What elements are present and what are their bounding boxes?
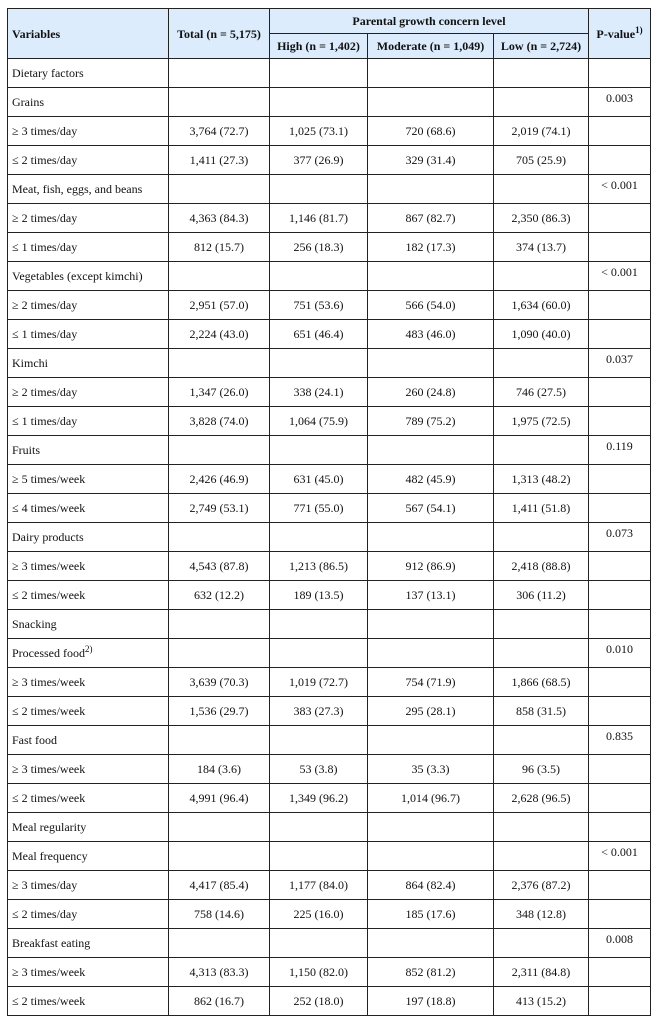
- cell-high: [270, 639, 368, 668]
- cell-high: 631 (45.0): [270, 465, 368, 494]
- row-label: [8, 494, 169, 523]
- cell-total: [169, 610, 270, 639]
- cell-moderate: [368, 59, 494, 88]
- row-label-text: Meal frequency: [12, 849, 88, 863]
- table-row: [8, 523, 651, 552]
- cell-moderate: [368, 349, 494, 378]
- cell-pvalue: < 0.001: [589, 842, 651, 871]
- row-label-text: ≤ 2 times/week: [12, 588, 86, 602]
- cell-low: [494, 88, 589, 117]
- cell-pvalue: [589, 204, 651, 233]
- table-row: [8, 262, 651, 291]
- cell-low: 2,311 (84.8): [494, 958, 589, 987]
- table-row: [8, 407, 651, 436]
- row-label-text: ≥ 2 times/day: [12, 385, 78, 399]
- cell-pvalue: [589, 291, 651, 320]
- row-label-footnote: 2): [84, 644, 93, 654]
- cell-pvalue: 0.003: [589, 88, 651, 117]
- cell-total: [169, 523, 270, 552]
- cell-moderate: 482 (45.9): [368, 465, 494, 494]
- cell-total: 632 (12.2): [169, 581, 270, 610]
- cell-moderate: [368, 88, 494, 117]
- cell-low: 348 (12.8): [494, 900, 589, 929]
- table-row: [8, 610, 651, 639]
- cell-moderate: [368, 813, 494, 842]
- cell-total: 2,224 (43.0): [169, 320, 270, 349]
- cell-low: 374 (13.7): [494, 233, 589, 262]
- row-label: [8, 146, 169, 175]
- cell-total: 862 (16.7): [169, 987, 270, 1016]
- table-row: [8, 117, 651, 146]
- row-label: [8, 929, 169, 958]
- cell-moderate: 185 (17.6): [368, 900, 494, 929]
- cell-moderate: 260 (24.8): [368, 378, 494, 407]
- row-label-text: ≥ 3 times/day: [12, 124, 78, 138]
- row-label: [8, 755, 169, 784]
- cell-high: [270, 929, 368, 958]
- table-row: [8, 552, 651, 581]
- table-row: [8, 146, 651, 175]
- cell-pvalue: 0.073: [589, 523, 651, 552]
- cell-high: [270, 436, 368, 465]
- cell-high: 1,177 (84.0): [270, 871, 368, 900]
- cell-total: 758 (14.6): [169, 900, 270, 929]
- cell-total: 4,543 (87.8): [169, 552, 270, 581]
- table-row: [8, 465, 651, 494]
- row-label: [8, 436, 169, 465]
- cell-moderate: [368, 929, 494, 958]
- table-row: [8, 668, 651, 697]
- cell-low: 1,313 (48.2): [494, 465, 589, 494]
- cell-pvalue: [589, 117, 651, 146]
- row-label-text: ≥ 5 times/week: [12, 472, 86, 486]
- table-row: [8, 784, 651, 813]
- cell-low: 306 (11.2): [494, 581, 589, 610]
- cell-low: [494, 175, 589, 204]
- cell-high: 1,019 (72.7): [270, 668, 368, 697]
- header-pvalue-footnote: 1): [635, 24, 643, 35]
- header-high: High (n = 1,402): [270, 34, 368, 59]
- table-container: [7, 8, 651, 1016]
- cell-total: [169, 349, 270, 378]
- cell-high: 53 (3.8): [270, 755, 368, 784]
- row-label: [8, 639, 169, 668]
- cell-pvalue: [589, 320, 651, 349]
- table-row: [8, 842, 651, 871]
- cell-pvalue: [589, 378, 651, 407]
- cell-moderate: [368, 523, 494, 552]
- cell-high: 1,146 (81.7): [270, 204, 368, 233]
- cell-total: 812 (15.7): [169, 233, 270, 262]
- cell-low: 2,628 (96.5): [494, 784, 589, 813]
- header-group: Parental growth concern level: [270, 9, 589, 34]
- cell-pvalue: [589, 146, 651, 175]
- table-row: [8, 900, 651, 929]
- row-label: [8, 842, 169, 871]
- cell-total: 1,347 (26.0): [169, 378, 270, 407]
- cell-moderate: [368, 639, 494, 668]
- cell-total: 4,363 (84.3): [169, 204, 270, 233]
- cell-moderate: 867 (82.7): [368, 204, 494, 233]
- cell-moderate: [368, 726, 494, 755]
- table-body: [8, 59, 651, 1016]
- row-label-text: Meat, fish, eggs, and beans: [12, 182, 143, 196]
- cell-high: 377 (26.9): [270, 146, 368, 175]
- cell-low: [494, 929, 589, 958]
- table-row: [8, 59, 651, 88]
- cell-moderate: 35 (3.3): [368, 755, 494, 784]
- cell-pvalue: [589, 552, 651, 581]
- row-label-text: ≥ 3 times/day: [12, 878, 78, 892]
- cell-pvalue: 0.119: [589, 436, 651, 465]
- cell-pvalue: [589, 407, 651, 436]
- cell-pvalue: [589, 465, 651, 494]
- row-label-text: Meal regularity: [12, 820, 87, 834]
- cell-pvalue: 0.835: [589, 726, 651, 755]
- row-label: [8, 175, 169, 204]
- cell-high: [270, 349, 368, 378]
- cell-moderate: 912 (86.9): [368, 552, 494, 581]
- row-label: [8, 726, 169, 755]
- cell-high: [270, 842, 368, 871]
- table-header: [8, 9, 651, 59]
- cell-moderate: 137 (13.1): [368, 581, 494, 610]
- row-label: [8, 668, 169, 697]
- cell-total: [169, 436, 270, 465]
- row-label-text: Dairy products: [12, 530, 84, 544]
- cell-low: [494, 813, 589, 842]
- cell-total: [169, 726, 270, 755]
- row-label-text: ≤ 2 times/week: [12, 791, 86, 805]
- cell-pvalue: 0.037: [589, 349, 651, 378]
- cell-moderate: 197 (18.8): [368, 987, 494, 1016]
- table-row: [8, 175, 651, 204]
- cell-moderate: 567 (54.1): [368, 494, 494, 523]
- cell-pvalue: [589, 871, 651, 900]
- row-label-text: ≥ 3 times/week: [12, 965, 86, 979]
- cell-high: 651 (46.4): [270, 320, 368, 349]
- row-label-text: ≥ 3 times/week: [12, 559, 86, 573]
- cell-low: 746 (27.5): [494, 378, 589, 407]
- cell-pvalue: [589, 813, 651, 842]
- cell-high: [270, 88, 368, 117]
- table-row: [8, 871, 651, 900]
- data-table: [7, 8, 651, 1016]
- table-row: [8, 494, 651, 523]
- cell-moderate: 295 (28.1): [368, 697, 494, 726]
- row-label: [8, 581, 169, 610]
- cell-high: 1,150 (82.0): [270, 958, 368, 987]
- row-label: [8, 987, 169, 1016]
- cell-pvalue: [589, 697, 651, 726]
- row-label-text: Kimchi: [12, 356, 48, 370]
- cell-high: 1,064 (75.9): [270, 407, 368, 436]
- row-label: [8, 320, 169, 349]
- cell-high: [270, 726, 368, 755]
- cell-low: [494, 523, 589, 552]
- cell-low: 96 (3.5): [494, 755, 589, 784]
- cell-low: 1,411 (51.8): [494, 494, 589, 523]
- cell-low: [494, 262, 589, 291]
- cell-pvalue: [589, 755, 651, 784]
- cell-total: [169, 929, 270, 958]
- cell-high: 252 (18.0): [270, 987, 368, 1016]
- row-label-text: ≤ 1 times/day: [12, 240, 78, 254]
- cell-moderate: [368, 262, 494, 291]
- cell-high: [270, 59, 368, 88]
- cell-high: [270, 813, 368, 842]
- cell-total: [169, 88, 270, 117]
- cell-total: 2,951 (57.0): [169, 291, 270, 320]
- cell-low: [494, 59, 589, 88]
- cell-moderate: 720 (68.6): [368, 117, 494, 146]
- table-row: [8, 581, 651, 610]
- row-label-text: ≥ 3 times/week: [12, 762, 86, 776]
- row-label-text: ≤ 1 times/day: [12, 414, 78, 428]
- header-low: Low (n = 2,724): [494, 34, 589, 59]
- row-label-text: ≤ 2 times/day: [12, 153, 78, 167]
- row-label: [8, 378, 169, 407]
- cell-total: [169, 59, 270, 88]
- table-row: [8, 436, 651, 465]
- table-row: [8, 233, 651, 262]
- cell-low: [494, 610, 589, 639]
- cell-pvalue: [589, 233, 651, 262]
- cell-pvalue: [589, 494, 651, 523]
- cell-total: 3,828 (74.0): [169, 407, 270, 436]
- table-row: [8, 958, 651, 987]
- row-label-text: ≥ 2 times/day: [12, 211, 78, 225]
- row-label: [8, 610, 169, 639]
- row-label: [8, 233, 169, 262]
- table-row: [8, 813, 651, 842]
- cell-moderate: 754 (71.9): [368, 668, 494, 697]
- cell-pvalue: [589, 900, 651, 929]
- cell-total: 2,426 (46.9): [169, 465, 270, 494]
- cell-high: 771 (55.0): [270, 494, 368, 523]
- table-row: [8, 697, 651, 726]
- row-label-text: Grains: [12, 95, 44, 109]
- header-total: Total (n = 5,175): [169, 9, 270, 59]
- row-label-text: ≤ 4 times/week: [12, 501, 86, 515]
- cell-total: 1,411 (27.3): [169, 146, 270, 175]
- cell-high: [270, 610, 368, 639]
- cell-total: [169, 175, 270, 204]
- cell-pvalue: [589, 668, 651, 697]
- row-label: [8, 88, 169, 117]
- row-label: [8, 813, 169, 842]
- row-label-text: Snacking: [12, 617, 57, 631]
- cell-high: 1,213 (86.5): [270, 552, 368, 581]
- table-row: [8, 929, 651, 958]
- cell-low: 2,376 (87.2): [494, 871, 589, 900]
- cell-moderate: [368, 175, 494, 204]
- row-label: [8, 871, 169, 900]
- header-moderate: Moderate (n = 1,049): [368, 34, 494, 59]
- row-label-text: Dietary factors: [12, 66, 84, 80]
- table-row: [8, 320, 651, 349]
- cell-low: [494, 842, 589, 871]
- cell-low: 705 (25.9): [494, 146, 589, 175]
- cell-pvalue: < 0.001: [589, 175, 651, 204]
- cell-pvalue: [589, 59, 651, 88]
- cell-total: 2,749 (53.1): [169, 494, 270, 523]
- cell-pvalue: < 0.001: [589, 262, 651, 291]
- row-label: [8, 59, 169, 88]
- row-label-text: ≤ 1 times/day: [12, 327, 78, 341]
- cell-total: 3,639 (70.3): [169, 668, 270, 697]
- cell-moderate: 483 (46.0): [368, 320, 494, 349]
- cell-total: [169, 639, 270, 668]
- cell-total: [169, 262, 270, 291]
- cell-low: 858 (31.5): [494, 697, 589, 726]
- row-label: [8, 900, 169, 929]
- row-label: [8, 291, 169, 320]
- cell-low: [494, 436, 589, 465]
- cell-high: 751 (53.6): [270, 291, 368, 320]
- cell-total: [169, 842, 270, 871]
- row-label: [8, 117, 169, 146]
- header-pvalue: [589, 9, 651, 59]
- cell-pvalue: [589, 958, 651, 987]
- cell-total: 4,991 (96.4): [169, 784, 270, 813]
- row-label: [8, 465, 169, 494]
- row-label-text: ≥ 3 times/week: [12, 675, 86, 689]
- cell-pvalue: [589, 581, 651, 610]
- row-label-text: ≤ 2 times/week: [12, 994, 86, 1008]
- row-label: [8, 958, 169, 987]
- cell-low: [494, 639, 589, 668]
- row-label: [8, 697, 169, 726]
- cell-moderate: 1,014 (96.7): [368, 784, 494, 813]
- cell-low: 413 (15.2): [494, 987, 589, 1016]
- cell-moderate: [368, 610, 494, 639]
- cell-low: 1,975 (72.5): [494, 407, 589, 436]
- row-label: [8, 262, 169, 291]
- cell-total: [169, 813, 270, 842]
- cell-pvalue: [589, 784, 651, 813]
- cell-low: 2,019 (74.1): [494, 117, 589, 146]
- cell-high: 256 (18.3): [270, 233, 368, 262]
- cell-total: 1,536 (29.7): [169, 697, 270, 726]
- cell-high: 383 (27.3): [270, 697, 368, 726]
- cell-moderate: 864 (82.4): [368, 871, 494, 900]
- cell-moderate: 182 (17.3): [368, 233, 494, 262]
- table-row: [8, 349, 651, 378]
- row-label-text: ≤ 2 times/day: [12, 907, 78, 921]
- row-label: [8, 349, 169, 378]
- row-label: [8, 784, 169, 813]
- cell-moderate: [368, 436, 494, 465]
- row-label: [8, 552, 169, 581]
- row-label-text: Fruits: [12, 443, 41, 457]
- cell-moderate: 566 (54.0): [368, 291, 494, 320]
- cell-high: 1,025 (73.1): [270, 117, 368, 146]
- cell-pvalue: 0.010: [589, 639, 651, 668]
- cell-low: 1,090 (40.0): [494, 320, 589, 349]
- cell-high: [270, 523, 368, 552]
- cell-high: [270, 175, 368, 204]
- cell-moderate: 852 (81.2): [368, 958, 494, 987]
- cell-moderate: 329 (31.4): [368, 146, 494, 175]
- cell-moderate: [368, 842, 494, 871]
- row-label-text: ≤ 2 times/week: [12, 704, 86, 718]
- row-label: [8, 204, 169, 233]
- row-label-text: Processed food: [12, 646, 85, 660]
- row-label-text: Breakfast eating: [12, 936, 91, 950]
- cell-high: 1,349 (96.2): [270, 784, 368, 813]
- table-row: [8, 204, 651, 233]
- cell-total: 4,313 (83.3): [169, 958, 270, 987]
- header-pvalue-label: P-value: [596, 26, 636, 41]
- cell-high: 225 (16.0): [270, 900, 368, 929]
- cell-total: 3,764 (72.7): [169, 117, 270, 146]
- cell-high: 189 (13.5): [270, 581, 368, 610]
- row-label-text: Vegetables (except kimchi): [12, 269, 143, 283]
- cell-low: 2,418 (88.8): [494, 552, 589, 581]
- row-label: [8, 407, 169, 436]
- cell-low: 1,866 (68.5): [494, 668, 589, 697]
- row-label-text: Fast food: [12, 733, 57, 747]
- cell-low: 1,634 (60.0): [494, 291, 589, 320]
- cell-low: 2,350 (86.3): [494, 204, 589, 233]
- cell-high: 338 (24.1): [270, 378, 368, 407]
- header-variables: Variables: [8, 9, 169, 59]
- cell-high: [270, 262, 368, 291]
- table-row: [8, 378, 651, 407]
- table-row: [8, 88, 651, 117]
- table-row: [8, 987, 651, 1016]
- cell-total: 4,417 (85.4): [169, 871, 270, 900]
- cell-low: [494, 726, 589, 755]
- table-row: [8, 726, 651, 755]
- table-row: [8, 755, 651, 784]
- cell-pvalue: [589, 610, 651, 639]
- cell-total: 184 (3.6): [169, 755, 270, 784]
- cell-moderate: 789 (75.2): [368, 407, 494, 436]
- cell-low: [494, 349, 589, 378]
- row-label-text: ≥ 2 times/day: [12, 298, 78, 312]
- table-row: [8, 639, 651, 668]
- table-row: [8, 291, 651, 320]
- row-label: [8, 523, 169, 552]
- cell-pvalue: [589, 987, 651, 1016]
- cell-pvalue: 0.008: [589, 929, 651, 958]
